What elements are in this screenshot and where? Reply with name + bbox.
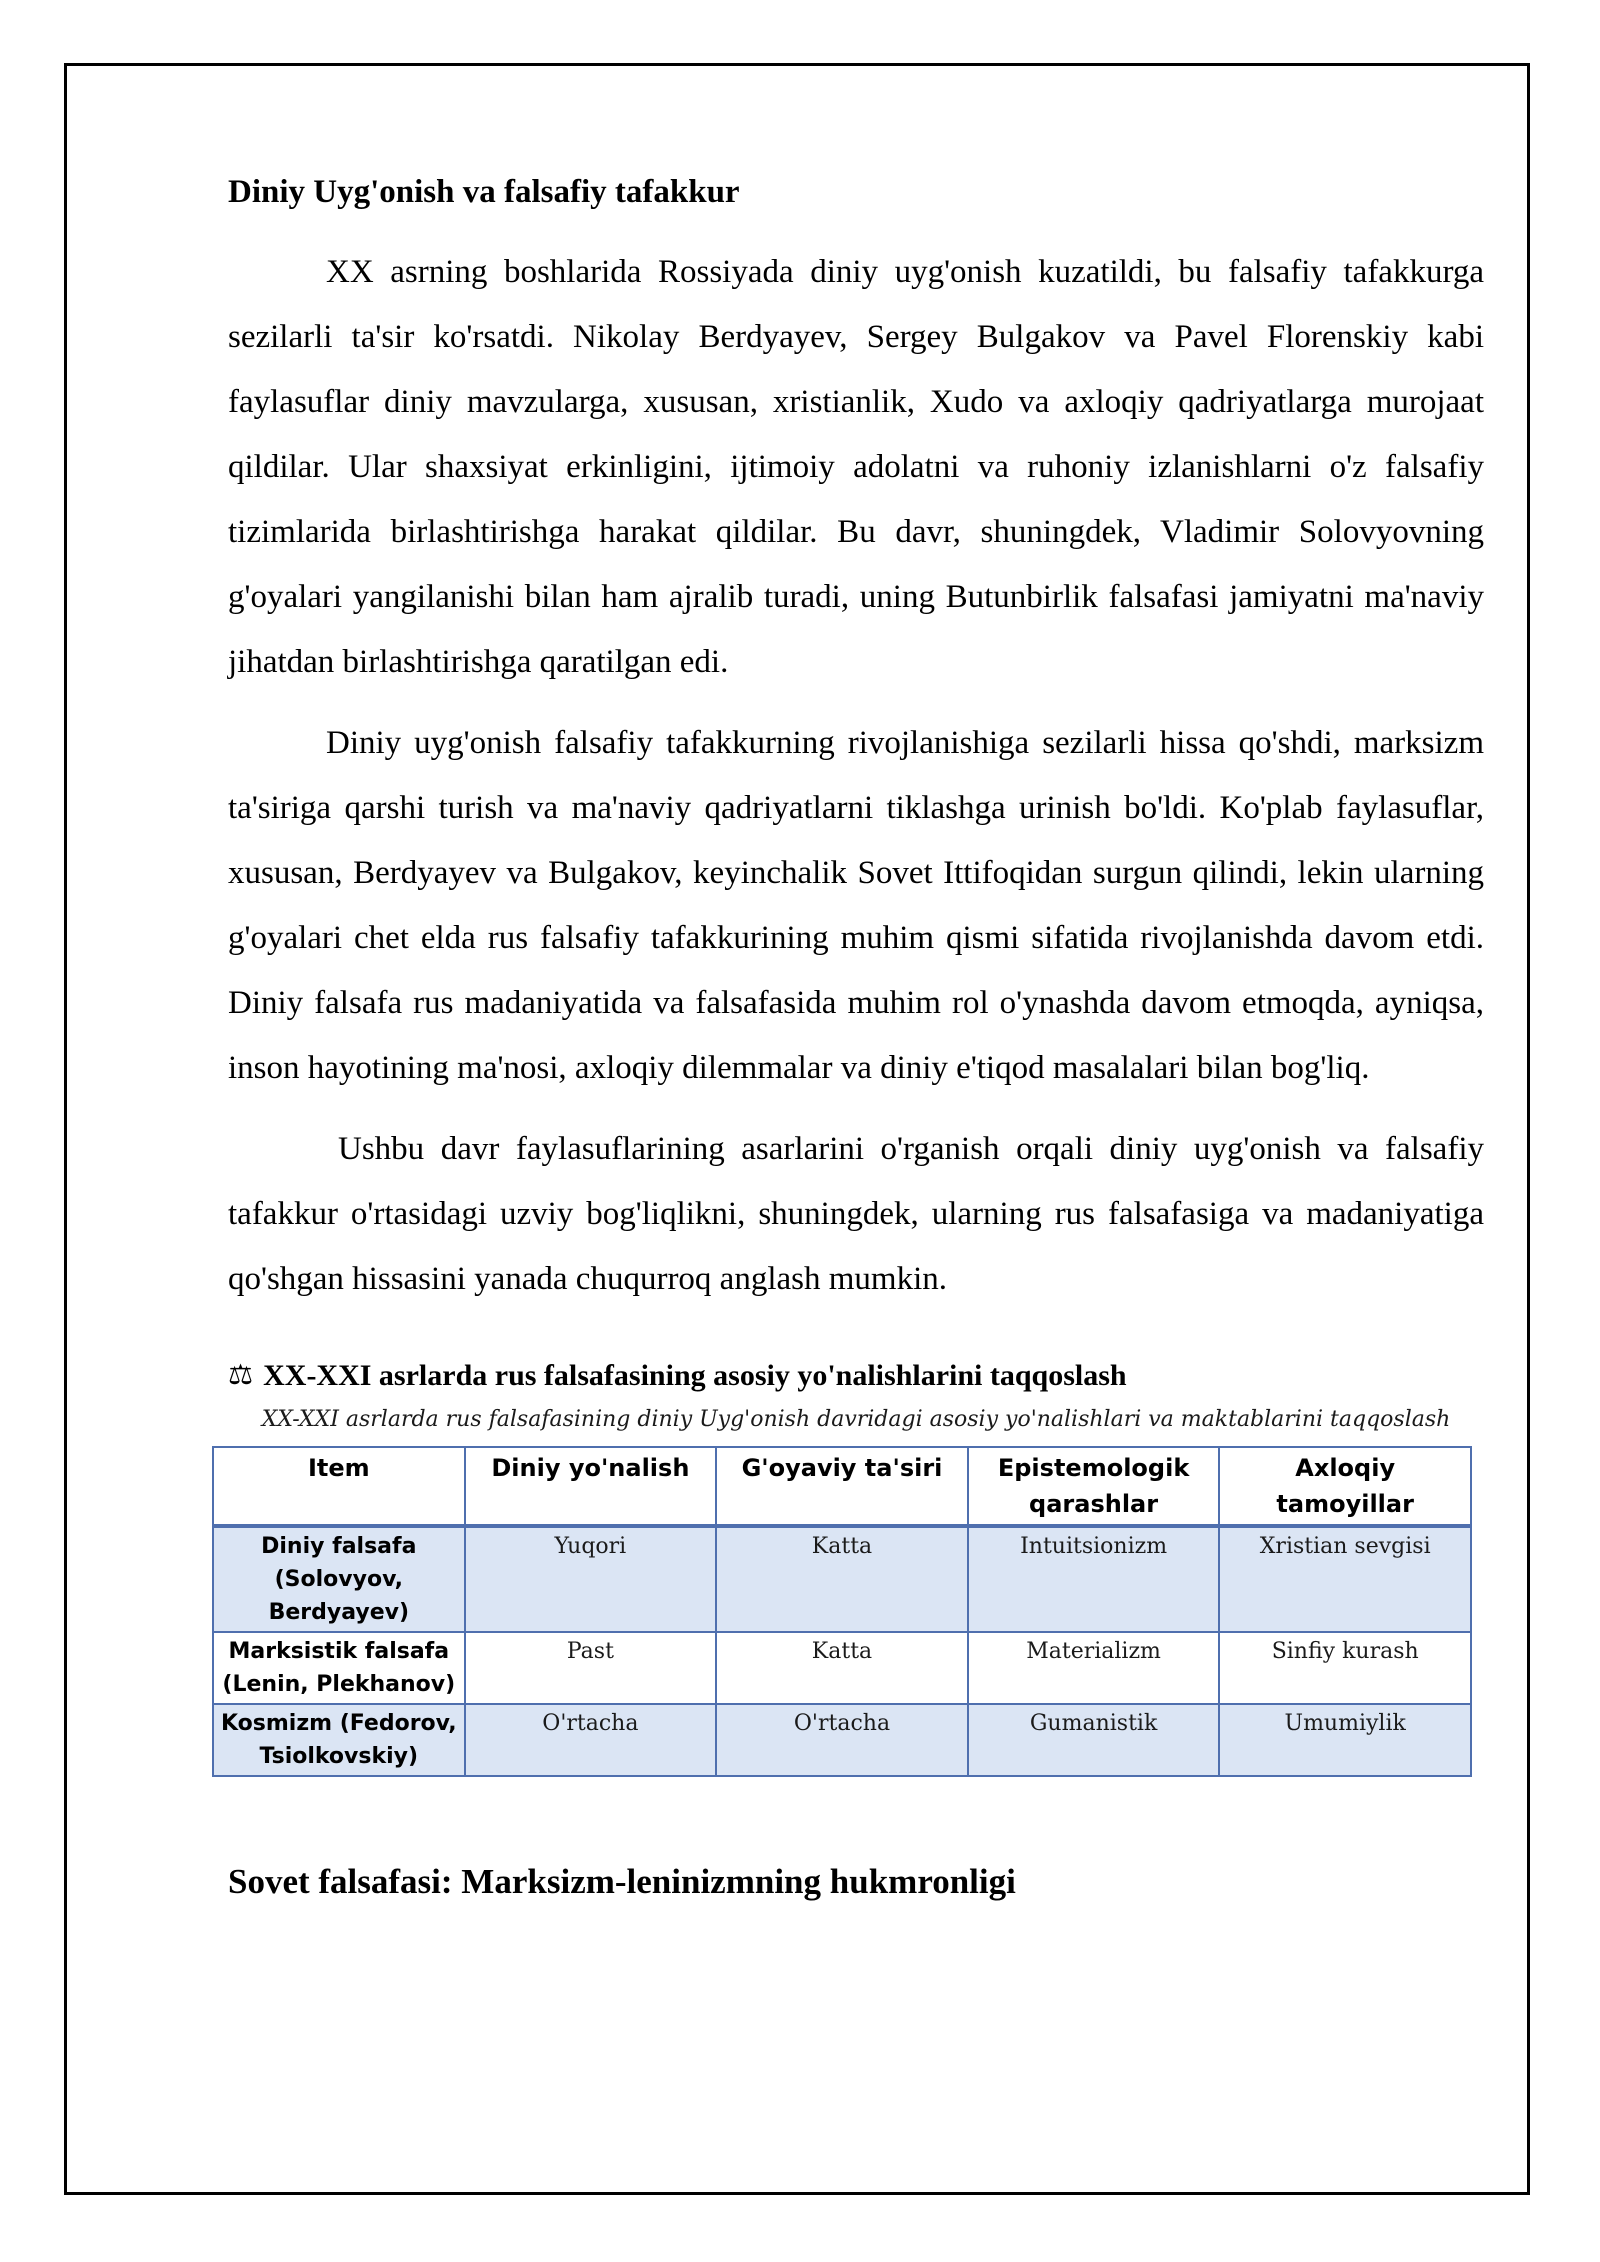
table-heading-text: XX-XXI asrlarda rus falsafasining asosiy yo'nalishlarini taqqoslash — [263, 1359, 1127, 1392]
row-label: Diniy falsafa (Solovyov, Berdyayev) — [213, 1526, 465, 1632]
column-header-religious: Diniy yo'nalish — [465, 1447, 717, 1526]
paragraph-1: XX asrning boshlarida Rossiyada diniy uyg'onish kuzatildi, bu falsafiy tafakkurga sezilarli ta'sir ko'rsatdi. Nikolay Berdyayev, Sergey Bulgakov va Pavel Florenskiy kabi faylasuflar diniy mavzularga, xususan, xristianlik, Xudo va axloqiy qadriyatlarga murojaat qildilar. Ular shaxsiyat erkinligini, ijtimoiy adolatni va ruhoniy izlanishlarni o'z falsafiy tizimlarida birlashtirishga harakat qildilar. Bu davr, shuningdek, Vladimir Solovyovning g'oyalari yangilanishi bilan ham ajralib turadi, uning Butunbirlik falsafasi jamiyatni ma'naviy jihatdan birlashtirishga qaratilgan edi. — [228, 254, 1484, 680]
section-title: Diniy Uyg'onish va falsafiy tafakkur — [228, 174, 740, 210]
column-header-item: Item — [213, 1447, 465, 1526]
comparison-table — [212, 1446, 1472, 1777]
table-cell: Katta — [716, 1526, 968, 1632]
column-header-epistemology: Epistemologik qarashlar — [968, 1447, 1220, 1526]
table-heading — [228, 1356, 1484, 1396]
document-content — [221, 170, 1484, 1905]
table-caption: XX-XXI asrlarda rus falsafasining diniy Uyg'onish davridagi asosiy yo'nalishlari va maktablarini taqqoslash — [261, 1407, 1451, 1432]
table-cell: Intuitsionizm — [968, 1526, 1220, 1632]
table-cell: O'rtacha — [716, 1704, 968, 1776]
table-cell: Gumanistik — [968, 1704, 1220, 1776]
table-cell: O'rtacha — [465, 1704, 717, 1776]
column-header-influence: G'oyaviy ta'siri — [716, 1447, 968, 1526]
table-cell: Xristian sevgisi — [1219, 1526, 1471, 1632]
table-cell: Umumiylik — [1219, 1704, 1471, 1776]
scales-icon: ⚖ — [228, 1360, 254, 1391]
table-cell: Katta — [716, 1632, 968, 1704]
table-cell: Yuqori — [465, 1526, 717, 1632]
table-cell: Sinfiy kurash — [1219, 1632, 1471, 1704]
table-row — [213, 1632, 1471, 1704]
table-row — [213, 1704, 1471, 1776]
table-row — [213, 1526, 1471, 1632]
row-label: Kosmizm (Fedorov, Tsiolkovskiy) — [213, 1704, 465, 1776]
paragraph-3: Ushbu davr faylasuflarining asarlarini o'rganish orqali diniy uyg'onish va falsafiy tafakkur o'rtasidagi uzviy bog'liqlikni, shuningdek, ularning rus falsafasiga va madaniyatiga qo'shgan hissasini yanada chuqurroq anglash mumkin. — [228, 1131, 1484, 1297]
table-cell: Materializm — [968, 1632, 1220, 1704]
table-header-row — [213, 1447, 1471, 1526]
table-cell: Past — [465, 1632, 717, 1704]
next-section-title: Sovet falsafasi: Marksizm-leninizmning hukmronligi — [228, 1862, 1016, 1901]
row-label: Marksistik falsafa (Lenin, Plekhanov) — [213, 1632, 465, 1704]
column-header-ethics: Axloqiy tamoyillar — [1219, 1447, 1471, 1526]
paragraph-2: Diniy uyg'onish falsafiy tafakkurning rivojlanishiga sezilarli hissa qo'shdi, marksizm ta'siriga qarshi turish va ma'naviy qadriyatlarni tiklashga urinish bo'ldi. Ko'plab faylasuflar, xususan, Berdyayev va Bulgakov, keyinchalik Sovet Ittifoqidan surgun qilindi, lekin ularning g'oyalari chet elda rus falsafiy tafakkurining muhim qismi sifatida rivojlanishda davom etdi. Diniy falsafa rus madaniyatida va falsafasida muhim rol o'ynashda davom etmoqda, ayniqsa, inson hayotining ma'nosi, axloqiy dilemmalar va diniy e'tiqod masalalari bilan bog'liq. — [228, 725, 1484, 1086]
